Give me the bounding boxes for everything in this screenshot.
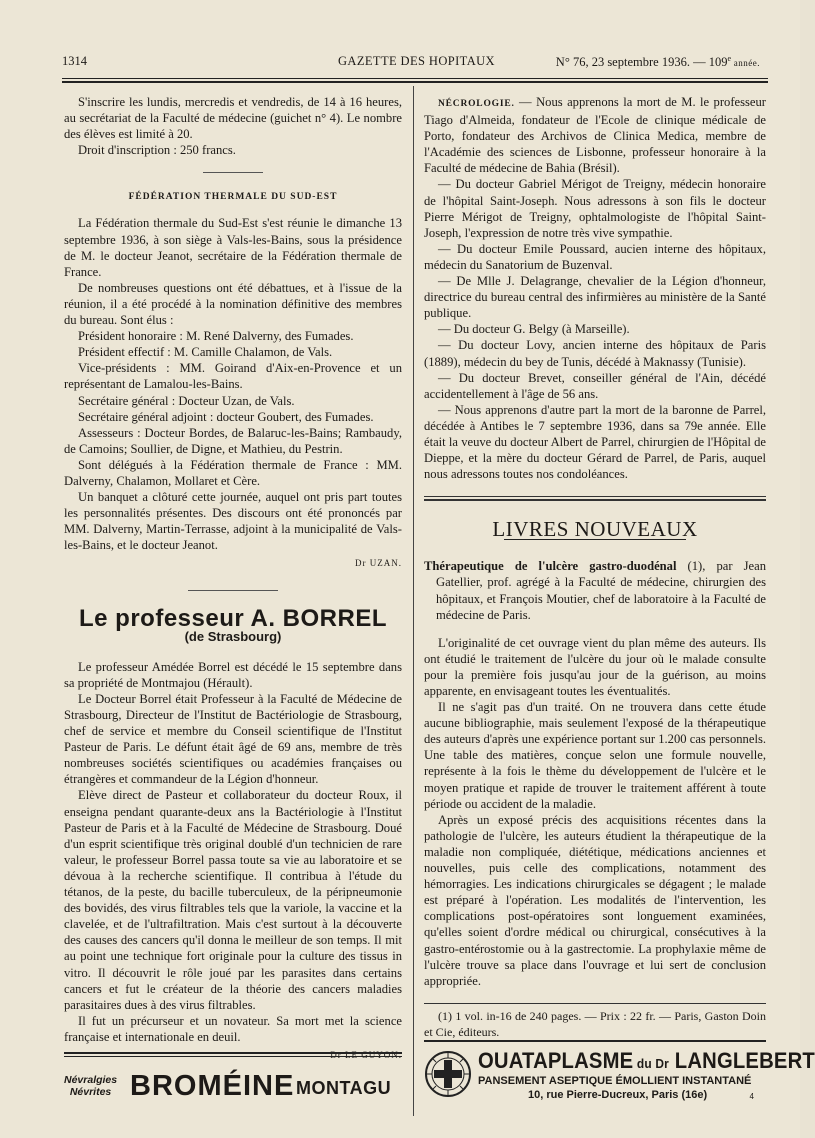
necrology-paragraph: — Du docteur Lovy, ancien interne des hôpitaux de Paris (1889), médecin du bey de Tunis, décédé à Maknassy (Tunisie). bbox=[424, 338, 766, 369]
ad-rule bbox=[64, 1052, 402, 1054]
necrology-label: NÉCROLOGIE. bbox=[438, 99, 515, 109]
book-entry: Thérapeutique de l'ulcère gastro-duodénal (1), par Jean Gatellier, prof. agrégé à la Faculté de médecine, chirurgien des hôpitaux, et François Moutier, chef de laboratoire à la Faculté de médecine de Paris. bbox=[424, 559, 766, 622]
review-paragraph: Après un exposé précis des acquisitions récentes dans la pathologie de l'ulcère, les auteurs étudient la thérapeutique de la maladie non compliquée, diététique, médications anciennes et nouvelles, puis celle des complications, notamment des hémorragies. Les indications chirurgicales se dégagent ; le malade est préparé à l'opération. Les modalités de l'intervention, les complications post-opératoires sont longuement examinées, qu'elles soient d'ordre médical ou chirurgical, consécutives à la gastro-entérostomie ou à la gastrectomie. La prophylaxie même de l'ulcère trouve sa place dans l'ouvrage et lui sert de conclusion appropriée. bbox=[424, 812, 766, 988]
section-rule bbox=[203, 172, 263, 173]
header-rule bbox=[62, 78, 768, 79]
header-rule-thick bbox=[62, 81, 768, 83]
obituary-paragraph: Le Docteur Borrel était Professeur à la Faculté de Médecine de Strasbourg, Directeur de l'Institut de Bactériologie de Strasbourg, chef de service et membre du Conseil scientifique de l'Institut Pasteur de Paris. Le défunt était âgé de 69 ans, membre de très nombreuses sociétés scientifiques ou académies françaises ou étrangères et commandeur de la Légion d'honneur. bbox=[64, 691, 402, 787]
federation-paragraph: Sont délégués à la Fédération thermale de France : MM. Dalverny, Chalamon, Mollaret et Cère. bbox=[64, 457, 402, 488]
ad-rule bbox=[424, 1040, 766, 1042]
obituary-paragraph: Le professeur Amédée Borrel est décédé le 15 septembre dans sa propriété de Montmajou (Hérault). bbox=[64, 659, 402, 690]
review-paragraph: L'originalité de cet ouvrage vient du plan même des auteurs. Ils ont étudié le traitement de l'ulcère du jour où le malade consulte pour la première fois jusqu'au jour de la guérison, au moins apparente, en envisageant toutes les éventualités. bbox=[424, 635, 766, 698]
cross-emblem-icon bbox=[424, 1050, 472, 1098]
federation-paragraph: Président honoraire : M. René Dalverny, des Fumades. bbox=[78, 329, 354, 344]
signature: Dr UZAN. bbox=[355, 558, 402, 569]
ad-code: 4 bbox=[749, 1092, 754, 1101]
ad-tagline: PANSEMENT ASEPTIQUE ÉMOLLIENT INSTANTANÉ bbox=[478, 1075, 752, 1087]
intro-paragraph: S'inscrire les lundis, mercredis et vendredis, de 14 à 16 heures, au secrétariat de la Faculté de médecine (guichet n° 4). Le nombre des élèves est limité à 20. bbox=[64, 95, 402, 142]
new-books-heading: LIVRES NOUVEAUX bbox=[492, 517, 698, 542]
obituary-title: Le professeur A. BORREL bbox=[79, 604, 387, 632]
left-column bbox=[64, 94, 402, 1063]
bromeine-advertisement bbox=[64, 1070, 402, 1110]
review-paragraph: Il ne s'agit pas d'un traité. On ne trouvera dans cette étude aucune bibliographie, mais seulement l'exposé de la thérapeutique des auteurs d'après une expérience portant sur 1.200 cas personnels. Une table des matières, conçue selon une formule nouvelle, représente à la fois le thème du développement de l'ulcère et le moyen pratique et rapide de trouver le traitement afférent à toute période ou accident de la maladie. bbox=[424, 700, 766, 811]
section-rule bbox=[424, 496, 766, 497]
federation-paragraph: Secrétaire général : Docteur Uzan, de Vals. bbox=[78, 393, 295, 408]
obituary-paragraph: Il fut un précurseur et un novateur. Sa mort met la science française et internationale en deuil. bbox=[64, 1013, 402, 1044]
right-column bbox=[424, 94, 766, 1040]
ad-brand-name: BROMÉINE bbox=[130, 1070, 295, 1102]
ouataplasme-advertisement bbox=[424, 1048, 815, 1108]
federation-paragraph: Président effectif : M. Camille Chalamon, de Vals. bbox=[78, 345, 333, 360]
journal-title: GAZETTE DES HOPITAUX bbox=[338, 54, 495, 68]
footnote-rule bbox=[424, 1003, 766, 1004]
federation-paragraph: Un banquet a clôturé cette journée, auquel ont pris part toutes les personnalités présentes. Des discours ont été prononcés par MM. Dalverny, Martin-Terrasse, adjoint à la municipalité de Vals-les-Bains, et le docteur Jeanot. bbox=[64, 490, 402, 553]
section-rule bbox=[188, 590, 278, 591]
signature: Dr LE GUYON. bbox=[330, 1049, 402, 1060]
ad-product-name: OUATAPLASME du Dr LANGLEBERT bbox=[478, 1048, 815, 1073]
necrology-paragraph: — Du docteur G. Belgy (à Marseille). bbox=[438, 322, 630, 337]
federation-paragraph: Assesseurs : Docteur Bordes, de Balaruc-les-Bains; Rambaudy, de Camoins; Soullier, de Digne, et Mathieu, du Pestrin. bbox=[64, 425, 402, 456]
ad-maker-name: MONTAGU bbox=[296, 1078, 392, 1098]
intro-paragraph: Droit d'inscription : 250 francs. bbox=[78, 143, 236, 158]
necrology-paragraph: — Du docteur Emile Poussard, aucien interne des hôpitaux, médecin du Sanatorium de Buzenval. bbox=[424, 241, 766, 272]
ad-indications: Névralgies Névrites bbox=[64, 1074, 118, 1098]
necrology-paragraph: — Du docteur Brevet, conseiller général de l'Ain, décédé accidentellement à l'âge de 56 ans. bbox=[424, 370, 766, 401]
necrology-paragraph: NÉCROLOGIE. — Nous apprenons la mort de M. le professeur Tiago d'Almeida, fondateur de l'Ecole de clinique médicale de Porto, fondateur des Archivos de Clinica Medica, membre de l'Académie des sciences de Lisbonne, professeur honoraire à la Faculté de médecine de Bahia (Brésil). bbox=[424, 95, 766, 176]
necrology-paragraph: — De Mlle J. Delagrange, chevalier de la Légion d'honneur, directrice du bureau central des infirmières au ministère de la Santé publique. bbox=[424, 274, 766, 321]
page-number: 1314 bbox=[62, 54, 87, 68]
page-header bbox=[62, 54, 760, 74]
obituary-subtitle: (de Strasbourg) bbox=[184, 628, 282, 644]
necrology-paragraph: — Du docteur Gabriel Mérigot de Treigny, médecin honoraire de l'hôpital Saint-Joseph. Nous adressons à son fils le docteur Pierre Mérigot de Treigny, ophtalmologiste de l'hôpital Saint-Joseph, l'expression de notre très vive sympathie. bbox=[424, 177, 766, 240]
footnote: (1) 1 vol. in-16 de 240 pages. — Prix : 22 fr. — Paris, Gaston Doin et Cie, éditeurs. bbox=[424, 1008, 766, 1039]
necrology-paragraph: — Nous apprenons d'autre part la mort de la baronne de Parrel, décédée à Antibes le 7 septembre 1936, dans sa 79e année. Elle était la veuve du docteur Albert de Parrel, chirurgien de l'Hôpital de Dieppe, et la mère du docteur Gérard de Parrel, de Paris, auquel nous adressons toutes nos condoléances. bbox=[424, 402, 766, 482]
obituary-paragraph: Elève direct de Pasteur et collaborateur du docteur Roux, il enseigna pendant quarante-deux ans la Bactériologie à l'Institut Pasteur de Paris et à la Faculté de Médecine de Strasbourg. Doué d'un esprit scientifique très original doublé d'un technicien de rare valeur, le professeur Borrel passa toute sa vie au laboratoire et se dévoua à la recherche scientifique. Il contribua à l'étude du tétanos, de la peste, du bacille tuberculeux, de la péripneumonie des bovidés, des virus filtrables tels que la variole, la vaccine et la clavelée, et de l'ultrafiltration. Mais c'est surtout à la découverte des causes des cancers qu'il donna le meilleur de son temps. Il mit au point une technique fort originale pour la culture des tissus in vitro. Il découvrit le rôle joué par les parasites dans certains cancers et fut le créateur de la théorie des cancers maladies parasitaires dues à des virus filtrables. bbox=[64, 788, 402, 1012]
column-divider bbox=[413, 86, 414, 1116]
issue-info: N° 76, 23 septembre 1936. — 109e année. bbox=[555, 54, 760, 70]
federation-heading: FÉDÉRATION THERMALE DU SUD-EST bbox=[128, 192, 338, 203]
federation-paragraph: La Fédération thermale du Sud-Est s'est réunie le dimanche 13 septembre 1936, à son siège à Vals-les-Bains, sous la présidence de M. le docteur Jeanot, secrétaire de la Fédération thermale de France. bbox=[64, 216, 402, 279]
federation-paragraph: Vice-présidents : MM. Goirand d'Aix-en-Provence et un représentant de Lamalou-les-Bains. bbox=[64, 361, 402, 392]
federation-paragraph: De nombreuses questions ont été débattues, et à l'issue de la réunion, il a été procédé à la nomination définitive des membres du bureau. Sont élus : bbox=[64, 280, 402, 328]
federation-paragraph: Secrétaire général adjoint : docteur Goubert, des Fumades. bbox=[78, 409, 374, 424]
section-rule-thick bbox=[424, 499, 766, 501]
ad-address: 10, rue Pierre-Ducreux, Paris (16e) bbox=[528, 1089, 708, 1101]
ad-rule bbox=[64, 1056, 402, 1057]
